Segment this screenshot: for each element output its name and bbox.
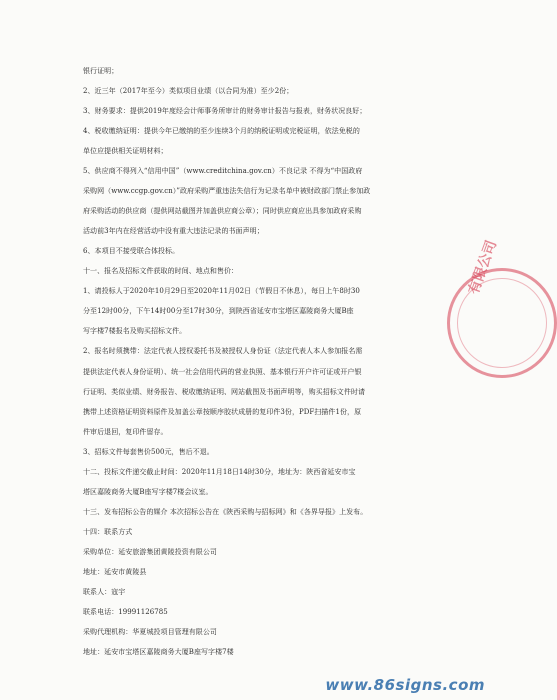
text-line: 1、请投标人于2020年10月29日至2020年11月02日（节假日不休息），每日上午8时30 — [83, 287, 360, 295]
contact-line: 联系人：寇宇 — [83, 588, 126, 596]
text-line: 2、报名时须携带：法定代表人授权委托书及被授权人身份证（法定代表人本人参加报名需 — [83, 347, 363, 355]
text-line: 活动前3年内在经营活动中没有重大违法记录的书面声明； — [83, 227, 264, 235]
text-line: 件审后退回，复印件留存。 — [83, 428, 168, 436]
text-line: 3、财务要求：提供2019年度经会计师事务所审计的财务审计报告与报表，财务状况良好； — [83, 107, 367, 115]
text-line: 6、本项目不接受联合体投标。 — [83, 247, 180, 255]
section-heading: 十三、发布招标公告的媒介 本次招标公告在《陕西采购与招标网》和《各界导报》上发布。 — [83, 508, 368, 516]
text-line: 4、税收缴纳证明：提供今年已缴纳的至少连续3个月的纳税证明或完税证明，依法免税的 — [83, 127, 360, 135]
contact-line: 联系电话：19991126785 — [83, 608, 168, 616]
text-line: 采购网（www.ccgp.gov.cn）”政府采购严重违法失信行为记录名单中被财政部门禁止参加政 — [83, 187, 371, 195]
site-watermark: www.86signs.com — [325, 676, 485, 694]
text-line: 提供法定代表人身份证明）、统一社会信用代码的营业执照、基本银行开户许可证或开户银 — [83, 368, 362, 376]
text-line: 携带上述资格证明资料原件及加盖公章按顺序胶状成册的复印件3份，PDF扫描件1份，原 — [83, 408, 362, 416]
contact-line: 采购单位：延安旅游集团黄陵投资有限公司 — [83, 548, 217, 556]
contact-line: 地址：延安市黄陵县 — [83, 568, 147, 576]
text-line: 3、招标文件每套售价500元，售后不退。 — [83, 448, 214, 456]
section-heading: 十一、报名及招标文件获取的时间、地点和售价： — [83, 267, 239, 275]
text-line: 府采购活动的供应商（提供网站截图并加盖供应商公章）；同时供应商应出具参加政府采购 — [83, 207, 362, 215]
section-heading: 十四：联系方式 — [83, 528, 133, 536]
text-line: 2、近三年（2017年至今）类似项目业绩（以合同为准）至少2份； — [83, 87, 294, 95]
text-line: 行证明、类似业绩、财务报告、税收缴纳证明、网站截图及书面声明等，购买招标文件时请 — [83, 388, 365, 396]
text-line: 5、供应商不得列入“信用中国”（www.creditchina.gov.cn）不良记录 不得为“中国政府 — [83, 167, 363, 175]
contact-line: 地址：延安市宝塔区嘉陵商务大厦B座写字楼7楼 — [83, 648, 234, 656]
text-line: 塔区嘉陵商务大厦B座写字楼7楼会议室。 — [83, 488, 213, 496]
text-line: 单位应提供相关证明材料； — [83, 147, 168, 155]
text-line: 分至12时00分，下午14时00分至17时30分，到陕西省延安市宝塔区嘉陵商务大厦B座 — [83, 307, 354, 315]
text-line: 银行证明； — [83, 67, 119, 75]
text-line: 写字楼7楼报名及购买招标文件。 — [83, 327, 187, 335]
company-seal-text: 有限公司 — [465, 238, 501, 297]
contact-line: 采购代理机构：华夏城投项目管理有限公司 — [83, 628, 217, 636]
section-heading: 十二、投标文件递交截止时间：2020年11月18日14时30分，地址为：陕西省延安市宝 — [83, 468, 356, 476]
